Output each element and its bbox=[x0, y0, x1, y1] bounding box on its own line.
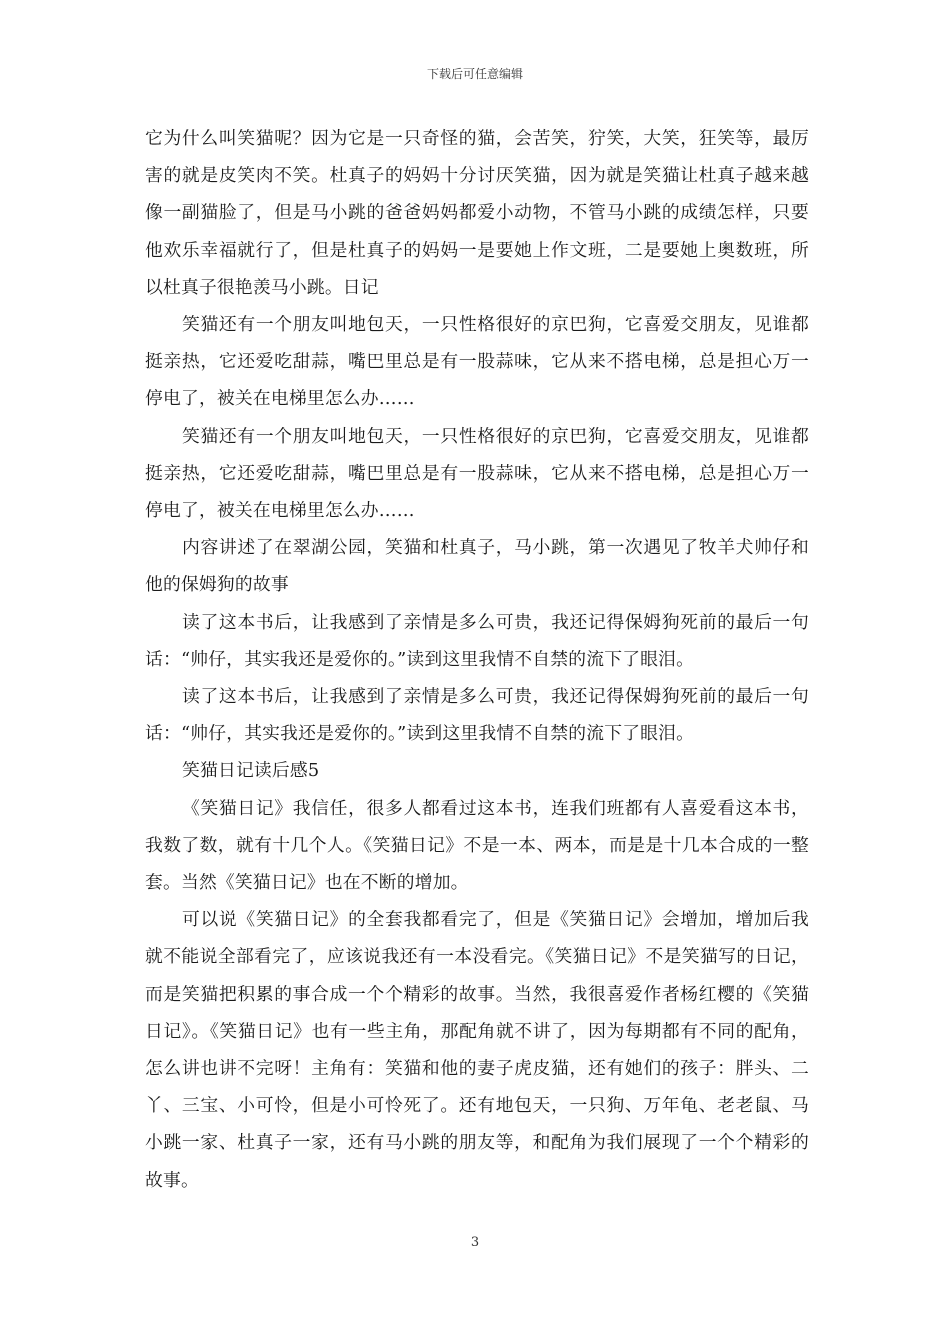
paragraph-8: 可以说《笑猫日记》的全套我都看完了，但是《笑猫日记》会增加，增加后我就不能说全部看完了，应该说我还有一本没看完。《笑猫日记》不是笑猫写的日记，而是笑猫把积累的事合成一个个精彩的故事。当然，我很喜爱作者杨红樱的《笑猫日记》。《笑猫日记》也有一些主角，那配角就不讲了，因为每期都有不同的配角，怎么讲也讲不完呀！主角有：笑猫和他的妻子虎皮猫，还有她们的孩子：胖头、二丫、三宝、小可怜，但是小可怜死了。还有地包天，一只狗、万年龟、老老鼠、马小跳一家、杜真子一家，还有马小跳的朋友等，和配角为我们展现了一个个精彩的故事。 bbox=[145, 909, 809, 1191]
paragraph-3: 笑猫还有一个朋友叫地包天，一只性格很好的京巴狗，它喜爱交朋友，见谁都挺亲热，它还爱吃甜蒜，嘴巴里总是有一股蒜味，它从来不搭电梯，总是担心万一停电了，被关在电梯里怎么办…… bbox=[145, 425, 809, 522]
paragraph-4: 内容讲述了在翠湖公园，笑猫和杜真子，马小跳，第一次遇见了牧羊犬帅仔和他的保姆狗的故事 bbox=[145, 537, 809, 596]
paragraph-5: 读了这本书后，让我感到了亲情是多么可贵，我还记得保姆狗死前的最后一句话：“帅仔，其实我还是爱你的。”读到这里我情不自禁的流下了眼泪。 bbox=[145, 611, 809, 670]
paragraph-6: 读了这本书后，让我感到了亲情是多么可贵，我还记得保姆狗死前的最后一句话：“帅仔，其实我还是爱你的。”读到这里我情不自禁的流下了眼泪。 bbox=[145, 686, 809, 745]
section-heading: 笑猫日记读后感5 bbox=[182, 760, 320, 782]
page-header: 下载后可任意编辑 bbox=[426, 67, 523, 81]
paragraph-7: 《笑猫日记》我信任，很多人都看过这本书，连我们班都有人喜爱看这本书，我数了数，就有十几个人。《笑猫日记》不是一本、两本，而是是十几本合成的一整套。当然《笑猫日记》也在不断的增加。 bbox=[145, 797, 809, 894]
page-number: 3 bbox=[470, 1235, 480, 1250]
paragraph-1: 它为什么叫笑猫呢？因为它是一只奇怪的猫，会苦笑，狞笑，大笑，狂笑等，最厉害的就是皮笑肉不笑。杜真子的妈妈十分讨厌笑猫，因为就是笑猫让杜真子越来越像一副猫脸了，但是马小跳的爸爸妈妈都爱小动物，不管马小跳的成绩怎样，只要他欢乐幸福就行了，但是杜真子的妈妈一是要她上作文班，二是要她上奥数班，所以杜真子很艳羡马小跳。日记 bbox=[145, 128, 809, 298]
paragraph-2: 笑猫还有一个朋友叫地包天，一只性格很好的京巴狗，它喜爱交朋友，见谁都挺亲热，它还爱吃甜蒜，嘴巴里总是有一股蒜味，它从来不搭电梯，总是担心万一停电了，被关在电梯里怎么办…… bbox=[145, 314, 809, 410]
document-body bbox=[145, 120, 809, 1199]
